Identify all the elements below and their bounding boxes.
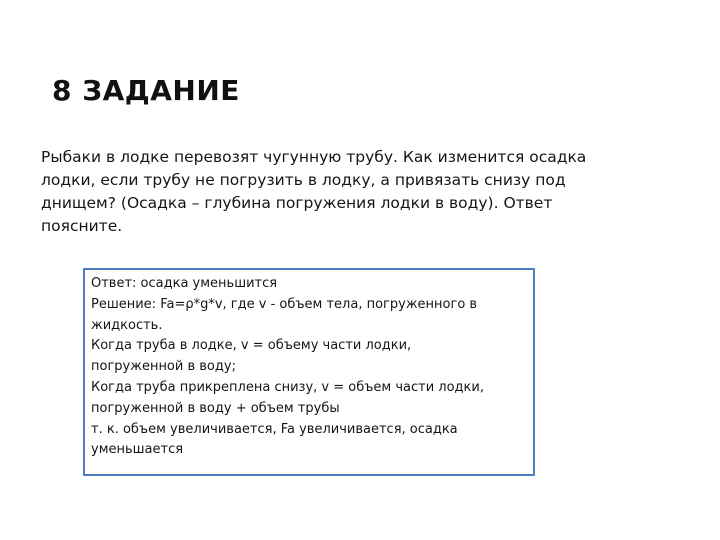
answer-line: Когда труба прикреплена снизу, v = объем части лодки,: [91, 379, 484, 395]
answer-line: Когда труба в лодке, v = объему части лодки,: [91, 338, 412, 354]
answer-line: Ответ: осадка уменьшится: [91, 276, 278, 291]
slide-title: 8 ЗАДАНИЕ: [52, 74, 240, 107]
question-line: днищем? (Осадка – глубина погружения лодки в воду). Ответ: [41, 194, 553, 212]
question-text: [41, 146, 621, 238]
question-line: Рыбаки в лодке перевозят чугунную трубу. Как изменится осадка: [41, 148, 587, 166]
answer-line: Решение: Fa=ρ*g*v, где v - объем тела, погруженного в: [91, 296, 478, 312]
answer-line: уменьшается: [91, 442, 184, 458]
answer-box: [83, 268, 535, 476]
answer-line: т. к. объем увеличивается, Fa увеличивается, осадка: [91, 421, 458, 437]
question-line: лодки, если трубу не погрузить в лодку, а привязать снизу под: [41, 171, 566, 189]
answer-line: погруженной в воду;: [91, 359, 236, 375]
answer-line: погруженной в воду + объем трубы: [91, 400, 340, 416]
answer-line: жидкость.: [91, 317, 163, 333]
question-line: поясните.: [41, 217, 123, 235]
